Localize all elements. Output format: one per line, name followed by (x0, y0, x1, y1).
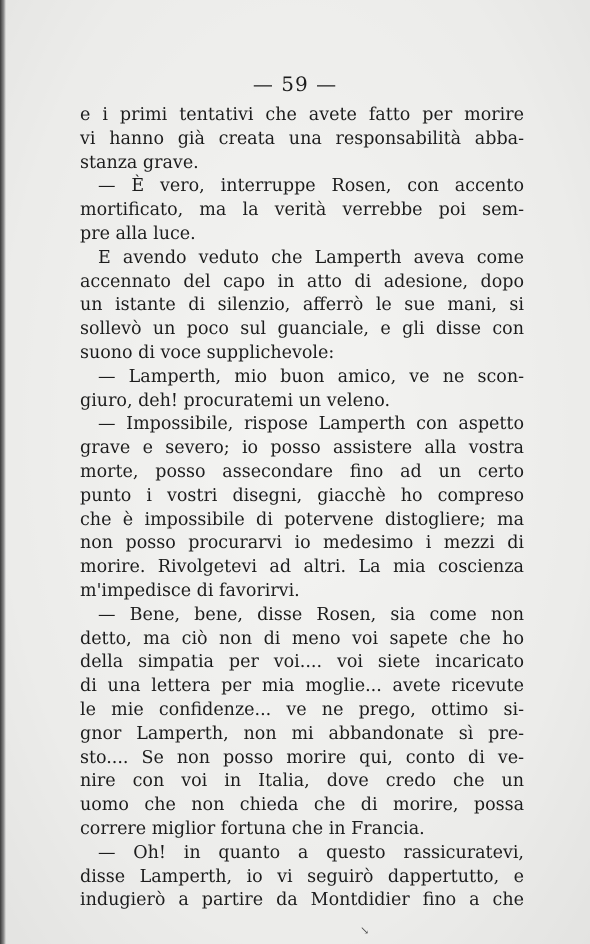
text-line: uomo che non chieda che di morire, possa (80, 795, 524, 816)
text-line: — Lamperth, mio buon amico, ve ne scon- (98, 366, 524, 387)
text-line: — Impossibile, rispose Lamperth con aspetto (98, 414, 524, 435)
text-line: le mie confidenze... ve ne prego, ottimo si- (80, 699, 524, 720)
text-line: m'impedisce di favorirvi. (80, 580, 300, 601)
text-line: gnor Lamperth, non mi abbandonate sì pre- (80, 723, 524, 744)
text-line: mortificato, ma la verità verrebbe poi sem- (80, 200, 524, 221)
text-line: accennato del capo in atto di adesione, dopo (80, 271, 524, 292)
text-line: E avendo veduto che Lamperth aveva come (98, 247, 524, 268)
text-line: sollevò un poco sul guanciale, e gli disse con (80, 319, 524, 340)
text-line: disse Lamperth, io vi seguirò dappertutto, e (80, 866, 524, 887)
text-line: indugierò a partire da Montdidier fino a che (80, 890, 524, 911)
print-mark: ↘ (360, 924, 370, 937)
text-line: giuro, deh! procuratemi un veleno. (80, 390, 391, 411)
text-line: correre miglior fortuna che in Francia. (80, 818, 425, 839)
text-line: nire con voi in Italia, dove credo che un (80, 771, 524, 792)
text-line: vi hanno già creata una responsabilità abba- (80, 128, 524, 149)
text-line: della simpatia per voi.... voi siete incaricato (80, 652, 524, 673)
text-line: stanza grave. (80, 152, 199, 173)
page-number: — 59 — (252, 72, 338, 96)
text-line: non posso procurarvi io medesimo i mezzi di (80, 533, 524, 554)
text-line: sto.... Se non posso morire qui, conto di ve- (80, 747, 524, 768)
page-binding-edge (0, 0, 6, 944)
text-line: pre alla luce. (80, 223, 196, 244)
text-line: e i primi tentativi che avete fatto per morire (80, 105, 524, 125)
text-line: grave e severo; io posso assistere alla vostra (80, 438, 524, 459)
text-line: morte, posso assecondare fino ad un certo (80, 461, 524, 482)
text-line: punto i vostri disegni, giacchè ho compreso (80, 485, 524, 506)
text-line: — Oh! in quanto a questo rassicuratevi, (98, 842, 524, 863)
text-line: morire. Rivolgetevi ad altri. La mia coscienza (80, 557, 524, 578)
text-line: un istante di silenzio, afferrò le sue mani, si (80, 295, 524, 316)
text-line: suono di voce supplichevole: (80, 342, 335, 363)
text-line: di una lettera per mia moglie... avete ricevute (80, 676, 524, 697)
text-line: — È vero, interruppe Rosen, con accento (98, 176, 524, 197)
text-line: — Bene, bene, disse Rosen, sia come non (98, 604, 524, 625)
body-text (80, 104, 524, 913)
text-line: che è impossibile di potervene distogliere; ma (80, 509, 524, 530)
text-line: detto, ma ciò non di meno voi sapete che ho (80, 628, 524, 649)
